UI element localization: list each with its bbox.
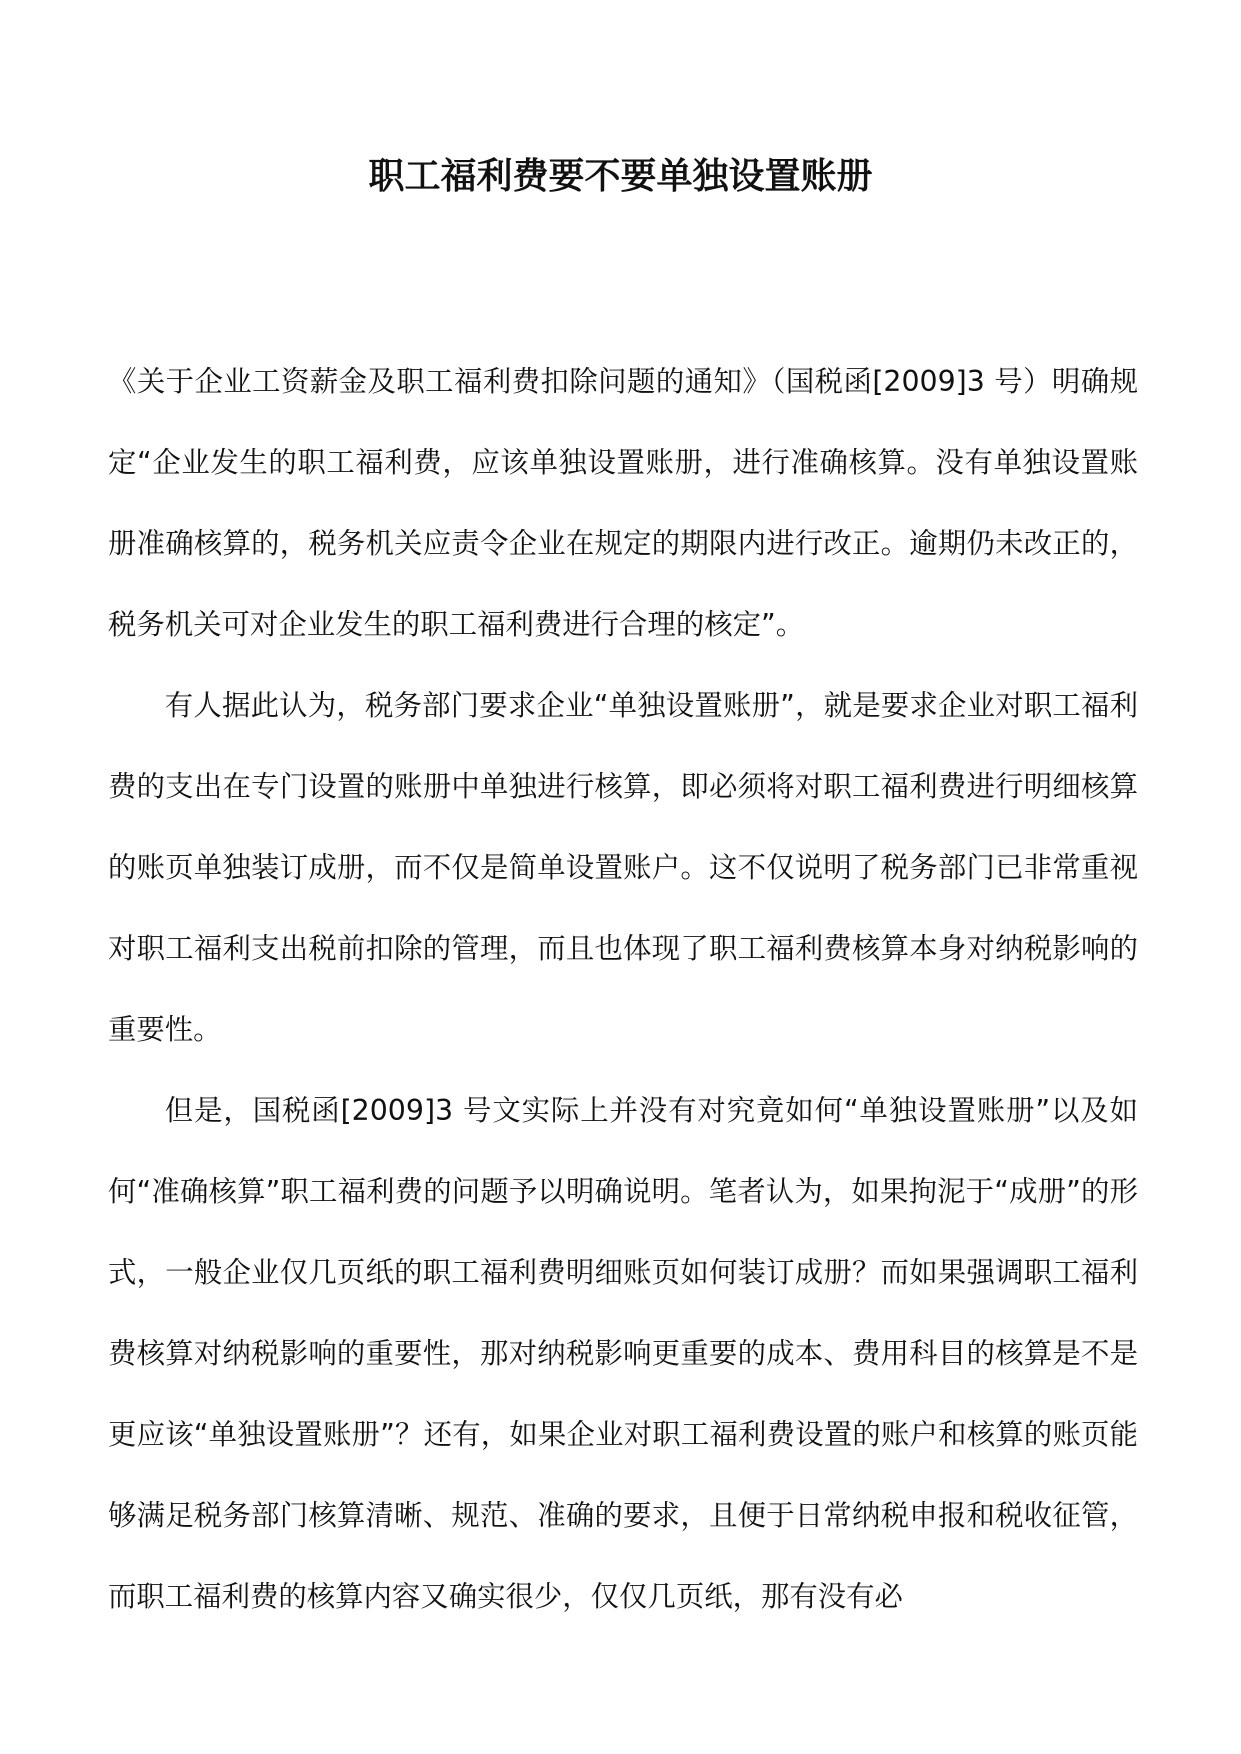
paragraph-1: 《关于企业工资薪金及职工福利费扣除问题的通知》（国税函[2009]3 号）明确规定“企业发生的职工福利费，应该单独设置账册，进行准确核算。没有单独设置账册准确核算的，税务机关应责令企业在规定的期限内进行改正。逾期仍未改正的，税务机关可对企业发生的职工福利费进行合理的核定”。	[108, 365, 1138, 641]
paragraph-2: 有人据此认为，税务部门要求企业“单独设置账册”，就是要求企业对职工福利费的支出在专门设置的账册中单独进行核算，即必须将对职工福利费进行明细核算的账页单独装订成册，而不仅是简单设置账户。这不仅说明了税务部门已非常重视对职工福利支出税前扣除的管理，而且也体现了职工福利费核算本身对纳税影响的重要性。	[108, 689, 1138, 1046]
document-body	[108, 341, 1138, 1637]
document-title: 职工福利费要不要单独设置账册	[368, 155, 873, 197]
paragraph-3: 但是，国税函[2009]3 号文实际上并没有对究竟如何“单独设置账册”以及如何“准确核算”职工福利费的问题予以明确说明。笔者认为，如果拘泥于“成册”的形式，一般企业仅几页纸的职工福利费明细账页如何装订成册？而如果强调职工福利费核算对纳税影响的重要性，那对纳税影响更重要的成本、费用科目的核算是不是更应该“单独设置账册”？还有，如果企业对职工福利费设置的账户和核算的账页能够满足税务部门核算清晰、规范、准确的要求，且便于日常纳税申报和税收征管，而职工福利费的核算内容又确实很少，仅仅几页纸，那有没有必	[108, 1094, 1138, 1613]
